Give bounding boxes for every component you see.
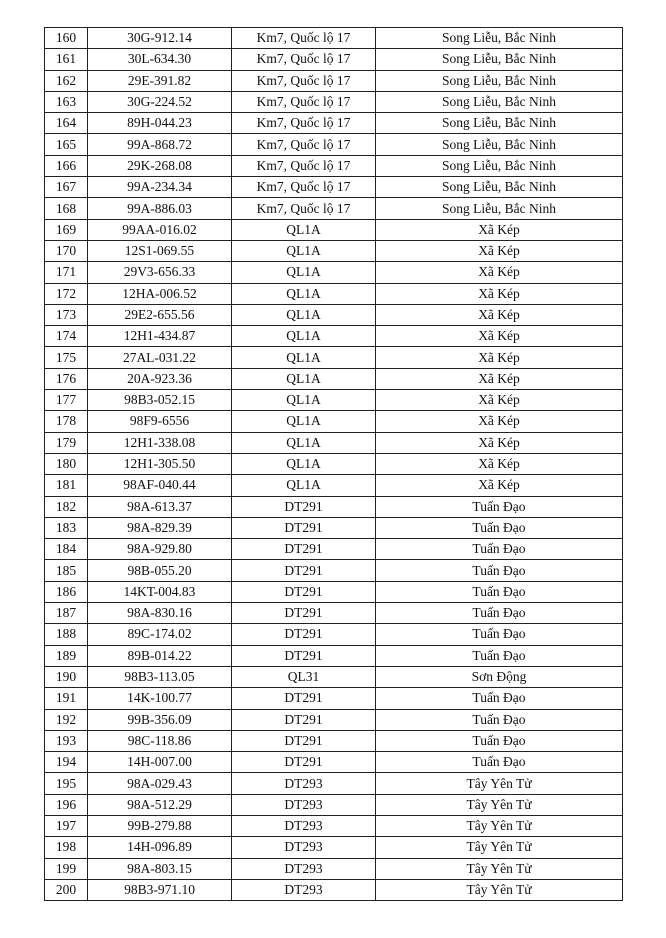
table-row [45, 198, 623, 219]
location-cell: Xã Kép [376, 326, 623, 347]
row-number-cell: 186 [45, 581, 88, 602]
road-cell: DT293 [232, 858, 376, 879]
table-row [45, 347, 623, 368]
location-cell: Xã Kép [376, 368, 623, 389]
license-plate-cell: 29E-391.82 [88, 70, 232, 91]
table-row [45, 624, 623, 645]
license-plate-cell: 20A-923.36 [88, 368, 232, 389]
license-plate-cell: 12H1-338.08 [88, 432, 232, 453]
table-row [45, 113, 623, 134]
location-cell: Tuấn Đạo [376, 645, 623, 666]
location-cell: Song Liễu, Bắc Ninh [376, 177, 623, 198]
road-cell: Km7, Quốc lộ 17 [232, 113, 376, 134]
license-plate-cell: 89H-044.23 [88, 113, 232, 134]
license-plate-cell: 99A-234.34 [88, 177, 232, 198]
table-row [45, 304, 623, 325]
table-row [45, 70, 623, 91]
row-number-cell: 196 [45, 794, 88, 815]
road-cell: DT291 [232, 730, 376, 751]
road-cell: QL31 [232, 666, 376, 687]
road-cell: DT291 [232, 688, 376, 709]
table-row [45, 539, 623, 560]
license-plate-cell: 27AL-031.22 [88, 347, 232, 368]
road-cell: Km7, Quốc lộ 17 [232, 134, 376, 155]
road-cell: QL1A [232, 283, 376, 304]
location-cell: Xã Kép [376, 283, 623, 304]
location-cell: Song Liễu, Bắc Ninh [376, 70, 623, 91]
road-cell: DT291 [232, 624, 376, 645]
license-plate-cell: 30G-912.14 [88, 28, 232, 49]
license-plate-cell: 98A-613.37 [88, 496, 232, 517]
location-cell: Song Liễu, Bắc Ninh [376, 113, 623, 134]
table-row [45, 496, 623, 517]
row-number-cell: 160 [45, 28, 88, 49]
table-row [45, 581, 623, 602]
table-row [45, 730, 623, 751]
license-plate-cell: 89C-174.02 [88, 624, 232, 645]
location-cell: Tây Yên Tử [376, 837, 623, 858]
license-plate-cell: 12S1-069.55 [88, 240, 232, 261]
location-cell: Xã Kép [376, 475, 623, 496]
license-plate-cell: 29E2-655.56 [88, 304, 232, 325]
table-row [45, 262, 623, 283]
table-row [45, 219, 623, 240]
location-cell: Sơn Động [376, 666, 623, 687]
table-row [45, 432, 623, 453]
table-row [45, 688, 623, 709]
road-cell: QL1A [232, 219, 376, 240]
row-number-cell: 172 [45, 283, 88, 304]
row-number-cell: 167 [45, 177, 88, 198]
row-number-cell: 170 [45, 240, 88, 261]
road-cell: QL1A [232, 326, 376, 347]
row-number-cell: 192 [45, 709, 88, 730]
row-number-cell: 191 [45, 688, 88, 709]
vehicle-records-table [44, 27, 623, 901]
row-number-cell: 195 [45, 773, 88, 794]
road-cell: QL1A [232, 262, 376, 283]
row-number-cell: 200 [45, 879, 88, 900]
row-number-cell: 199 [45, 858, 88, 879]
row-number-cell: 180 [45, 453, 88, 474]
table-row [45, 411, 623, 432]
location-cell: Xã Kép [376, 390, 623, 411]
license-plate-cell: 99A-886.03 [88, 198, 232, 219]
row-number-cell: 190 [45, 666, 88, 687]
license-plate-cell: 89B-014.22 [88, 645, 232, 666]
road-cell: DT293 [232, 794, 376, 815]
road-cell: QL1A [232, 453, 376, 474]
road-cell: Km7, Quốc lộ 17 [232, 28, 376, 49]
location-cell: Song Liễu, Bắc Ninh [376, 28, 623, 49]
road-cell: QL1A [232, 475, 376, 496]
table-row [45, 368, 623, 389]
license-plate-cell: 98B3-113.05 [88, 666, 232, 687]
row-number-cell: 189 [45, 645, 88, 666]
road-cell: QL1A [232, 432, 376, 453]
row-number-cell: 164 [45, 113, 88, 134]
license-plate-cell: 30G-224.52 [88, 91, 232, 112]
license-plate-cell: 98AF-040.44 [88, 475, 232, 496]
license-plate-cell: 98B3-052.15 [88, 390, 232, 411]
location-cell: Xã Kép [376, 262, 623, 283]
location-cell: Tuấn Đạo [376, 496, 623, 517]
location-cell: Tuấn Đạo [376, 539, 623, 560]
license-plate-cell: 12H1-305.50 [88, 453, 232, 474]
license-plate-cell: 98A-029.43 [88, 773, 232, 794]
table-row [45, 91, 623, 112]
table-row [45, 603, 623, 624]
table-row [45, 517, 623, 538]
road-cell: Km7, Quốc lộ 17 [232, 177, 376, 198]
road-cell: DT293 [232, 879, 376, 900]
table-row [45, 240, 623, 261]
road-cell: DT291 [232, 752, 376, 773]
row-number-cell: 179 [45, 432, 88, 453]
table-row [45, 879, 623, 900]
row-number-cell: 193 [45, 730, 88, 751]
location-cell: Song Liễu, Bắc Ninh [376, 198, 623, 219]
road-cell: DT291 [232, 645, 376, 666]
location-cell: Xã Kép [376, 453, 623, 474]
location-cell: Tuấn Đạo [376, 624, 623, 645]
license-plate-cell: 98A-829.39 [88, 517, 232, 538]
license-plate-cell: 98A-803.15 [88, 858, 232, 879]
location-cell: Tây Yên Tử [376, 815, 623, 836]
row-number-cell: 171 [45, 262, 88, 283]
row-number-cell: 176 [45, 368, 88, 389]
location-cell: Tuấn Đạo [376, 560, 623, 581]
row-number-cell: 178 [45, 411, 88, 432]
license-plate-cell: 14H-096.89 [88, 837, 232, 858]
table-row [45, 390, 623, 411]
location-cell: Tây Yên Tử [376, 794, 623, 815]
table-row [45, 177, 623, 198]
location-cell: Tuấn Đạo [376, 709, 623, 730]
road-cell: DT293 [232, 837, 376, 858]
row-number-cell: 194 [45, 752, 88, 773]
license-plate-cell: 14H-007.00 [88, 752, 232, 773]
license-plate-cell: 98B-055.20 [88, 560, 232, 581]
table-row [45, 773, 623, 794]
table-row [45, 453, 623, 474]
row-number-cell: 184 [45, 539, 88, 560]
row-number-cell: 165 [45, 134, 88, 155]
location-cell: Tuấn Đạo [376, 688, 623, 709]
table-row [45, 475, 623, 496]
road-cell: DT291 [232, 709, 376, 730]
road-cell: DT291 [232, 517, 376, 538]
road-cell: QL1A [232, 240, 376, 261]
row-number-cell: 169 [45, 219, 88, 240]
location-cell: Tây Yên Tử [376, 879, 623, 900]
table-row [45, 134, 623, 155]
license-plate-cell: 12H1-434.87 [88, 326, 232, 347]
table-row [45, 645, 623, 666]
location-cell: Tuấn Đạo [376, 517, 623, 538]
license-plate-cell: 98B3-971.10 [88, 879, 232, 900]
row-number-cell: 173 [45, 304, 88, 325]
location-cell: Tây Yên Tử [376, 773, 623, 794]
table-row [45, 815, 623, 836]
license-plate-cell: 30L-634.30 [88, 49, 232, 70]
location-cell: Xã Kép [376, 347, 623, 368]
road-cell: QL1A [232, 347, 376, 368]
license-plate-cell: 14KT-004.83 [88, 581, 232, 602]
row-number-cell: 188 [45, 624, 88, 645]
table-row [45, 283, 623, 304]
license-plate-cell: 98F9-6556 [88, 411, 232, 432]
license-plate-cell: 12HA-006.52 [88, 283, 232, 304]
table-row [45, 28, 623, 49]
license-plate-cell: 99B-356.09 [88, 709, 232, 730]
table-row [45, 560, 623, 581]
road-cell: DT291 [232, 603, 376, 624]
table-body [45, 28, 623, 901]
location-cell: Song Liễu, Bắc Ninh [376, 155, 623, 176]
road-cell: QL1A [232, 390, 376, 411]
road-cell: QL1A [232, 304, 376, 325]
table-row [45, 752, 623, 773]
row-number-cell: 166 [45, 155, 88, 176]
row-number-cell: 183 [45, 517, 88, 538]
road-cell: QL1A [232, 411, 376, 432]
table-row [45, 709, 623, 730]
location-cell: Song Liễu, Bắc Ninh [376, 91, 623, 112]
row-number-cell: 163 [45, 91, 88, 112]
location-cell: Xã Kép [376, 219, 623, 240]
road-cell: Km7, Quốc lộ 17 [232, 155, 376, 176]
location-cell: Xã Kép [376, 240, 623, 261]
row-number-cell: 181 [45, 475, 88, 496]
table-row [45, 666, 623, 687]
row-number-cell: 187 [45, 603, 88, 624]
road-cell: QL1A [232, 368, 376, 389]
license-plate-cell: 98A-512.29 [88, 794, 232, 815]
road-cell: DT291 [232, 539, 376, 560]
table-row [45, 858, 623, 879]
license-plate-cell: 99AA-016.02 [88, 219, 232, 240]
road-cell: Km7, Quốc lộ 17 [232, 198, 376, 219]
table-row [45, 49, 623, 70]
road-cell: Km7, Quốc lộ 17 [232, 70, 376, 91]
license-plate-cell: 29K-268.08 [88, 155, 232, 176]
license-plate-cell: 99B-279.88 [88, 815, 232, 836]
location-cell: Tuấn Đạo [376, 752, 623, 773]
row-number-cell: 174 [45, 326, 88, 347]
location-cell: Xã Kép [376, 411, 623, 432]
table-row [45, 837, 623, 858]
row-number-cell: 161 [45, 49, 88, 70]
license-plate-cell: 29V3-656.33 [88, 262, 232, 283]
road-cell: DT293 [232, 773, 376, 794]
license-plate-cell: 14K-100.77 [88, 688, 232, 709]
row-number-cell: 197 [45, 815, 88, 836]
location-cell: Xã Kép [376, 304, 623, 325]
license-plate-cell: 99A-868.72 [88, 134, 232, 155]
location-cell: Tuấn Đạo [376, 603, 623, 624]
road-cell: Km7, Quốc lộ 17 [232, 49, 376, 70]
row-number-cell: 182 [45, 496, 88, 517]
row-number-cell: 185 [45, 560, 88, 581]
row-number-cell: 177 [45, 390, 88, 411]
row-number-cell: 198 [45, 837, 88, 858]
table-row [45, 155, 623, 176]
location-cell: Tuấn Đạo [376, 730, 623, 751]
row-number-cell: 175 [45, 347, 88, 368]
road-cell: DT291 [232, 496, 376, 517]
location-cell: Tuấn Đạo [376, 581, 623, 602]
license-plate-cell: 98C-118.86 [88, 730, 232, 751]
row-number-cell: 168 [45, 198, 88, 219]
location-cell: Song Liễu, Bắc Ninh [376, 49, 623, 70]
road-cell: DT291 [232, 560, 376, 581]
road-cell: Km7, Quốc lộ 17 [232, 91, 376, 112]
license-plate-cell: 98A-929.80 [88, 539, 232, 560]
row-number-cell: 162 [45, 70, 88, 91]
location-cell: Tây Yên Tử [376, 858, 623, 879]
location-cell: Song Liễu, Bắc Ninh [376, 134, 623, 155]
road-cell: DT293 [232, 815, 376, 836]
table-row [45, 326, 623, 347]
license-plate-cell: 98A-830.16 [88, 603, 232, 624]
table-row [45, 794, 623, 815]
location-cell: Xã Kép [376, 432, 623, 453]
road-cell: DT291 [232, 581, 376, 602]
